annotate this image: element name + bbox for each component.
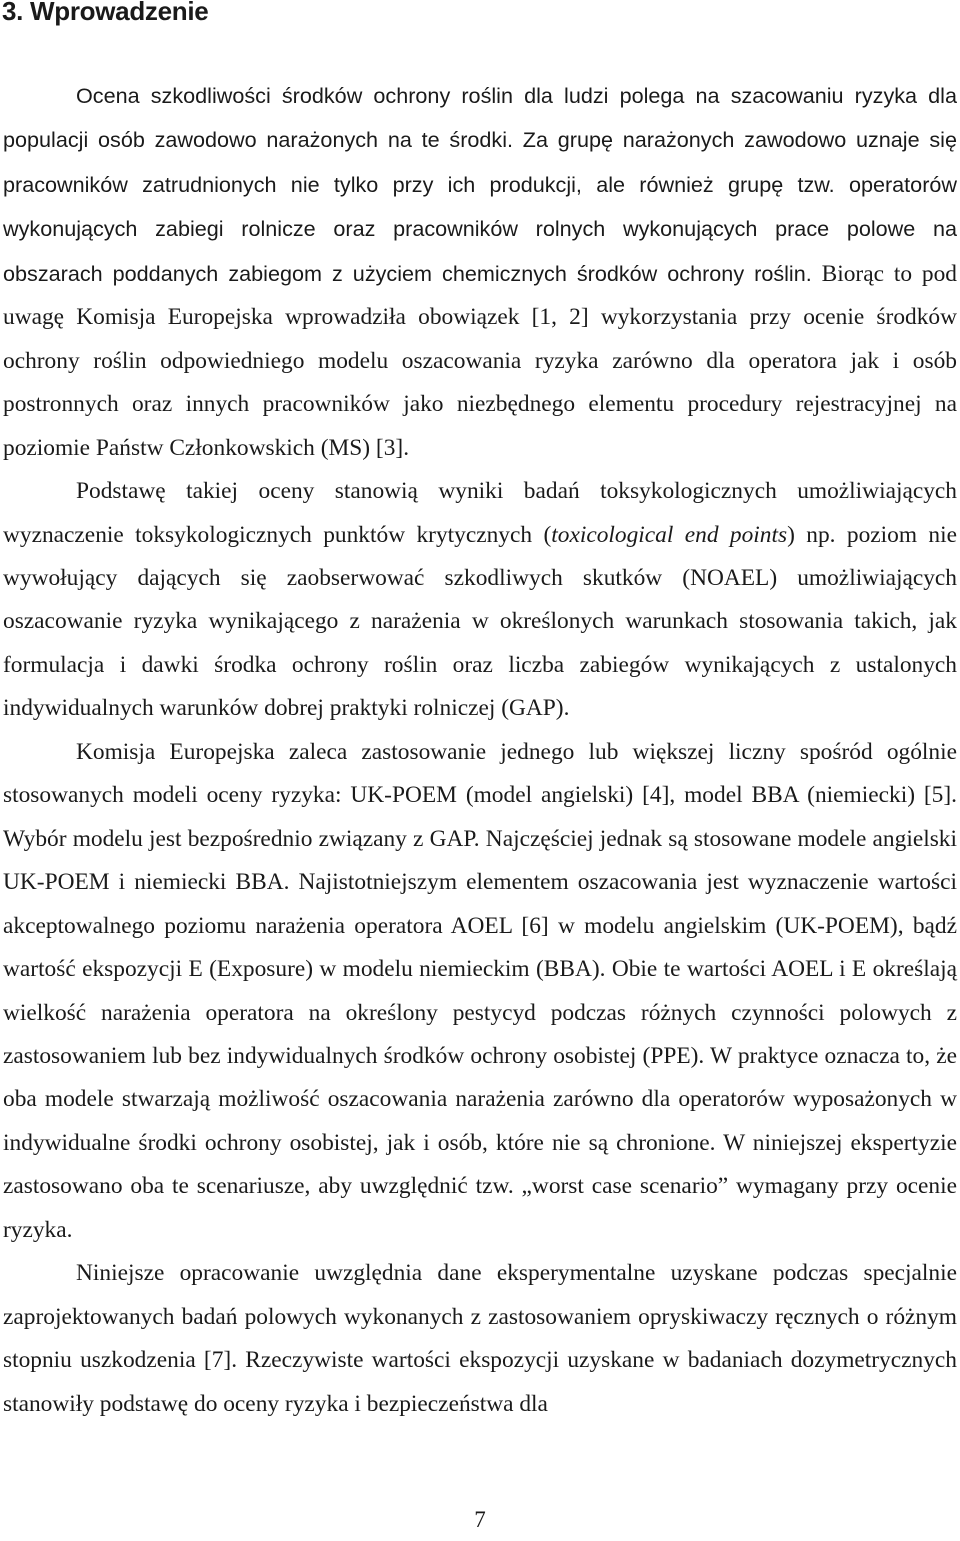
paragraph-2: [3, 470, 957, 731]
paragraph-2-before-italic: Podstawę takiej oceny stanowią wyniki badań toksykologicznych umożliwiających wyznaczenie toksykologicznych punktów krytycznych (: [3, 478, 957, 548]
page-number: 7: [474, 1507, 486, 1532]
paragraph-1-part-b: Biorąc to pod uwagę Komisja Europejska wprowadziła obowiązek [1, 2] wykorzystania przy ocenie środków ochrony roślin odpowiedniego modelu oszacowania ryzyka zarówno dla operatora jak i osób postronnych oraz innych pracowników jako niezbędnego elementu procedury rejestracyjnej na poziomie Państw Członkowskich (MS) [3].: [3, 260, 957, 461]
section-heading: 3. Wprowadzenie: [2, 0, 209, 26]
paragraph-1-part-a: Ocena szkodliwości środków ochrony roślin dla ludzi polega na szacowaniu ryzyka dla populacji osób zawodowo narażonych na te środki. Za grupę narażonych zawodowo uznaje się pracowników zatrudnionych nie tylko przy ich produkcji, ale również grupę tzw. operatorów wykonujących zabiegi rolnicze oraz pracowników rolnych wykonujących prace polowe na obszarach poddanych zabiegom z użyciem chemicznych środków ochrony roślin.: [3, 83, 957, 286]
paragraph-2-after-italic: ) np. poziom nie wywołujący dających się zaobserwować szkodliwych skutków (NOAEL) umożliwiających oszacowanie ryzyka wynikającego z narażenia w określonych warunkach stosowania takich, jak formulacja i dawki środka ochrony roślin oraz liczba zabiegów wynikających z ustalonych indywidualnych warunków dobrej praktyki rolniczej (GAP).: [3, 521, 957, 722]
paragraph-3: Komisja Europejska zaleca zastosowanie jednego lub większej liczny spośród ogólnie stosowanych modeli oceny ryzyka: UK-POEM (model angielski) [4], model BBA (niemiecki) [5]. Wybór modelu jest bezpośrednio związany z GAP. Najczęściej jednak są stosowane modele angielski UK-POEM i niemiecki BBA. Najistotniejszym elementem oszacowania jest wyznaczenie wartości akceptowalnego poziomu narażenia operatora AOEL [6] w modelu angielskim (UK-POEM), bądź wartość ekspozycji E (Exposure) w modelu niemieckim (BBA). Obie te wartości AOEL i E określają wielkość narażenia operatora na określony pestycyd podczas różnych czynności polowych z zastosowaniem lub bez indywidualnych środków ochrony osobistej (PPE). W praktyce oznacza to, że oba modele stwarzają możliwość oszacowania narażenia zarówno dla operatorów wyposażonych w indywidualne środki ochrony osobistej, jak i osób, które nie są chronione. W niniejszej ekspertyzie zastosowano oba te scenariusze, aby uwzględnić tzw. „worst case scenario” wymagany przy ocenie ryzyka.: [3, 738, 957, 1243]
body-text: [3, 74, 957, 1426]
paragraph-2-italic-term: toxicological end points: [551, 521, 788, 548]
paragraph-1: [3, 74, 957, 470]
paragraph-4: Niniejsze opracowanie uwzględnia dane eksperymentalne uzyskane podczas specjalnie zaprojektowanych badań polowych wykonanych z zastosowaniem opryskiwaczy ręcznych o różnym stopniu uszkodzenia [7]. Rzeczywiste wartości ekspozycji uzyskane w badaniach dozymetrycznych stanowiły podstawę do oceny ryzyka i bezpieczeństwa dla: [3, 1260, 957, 1417]
